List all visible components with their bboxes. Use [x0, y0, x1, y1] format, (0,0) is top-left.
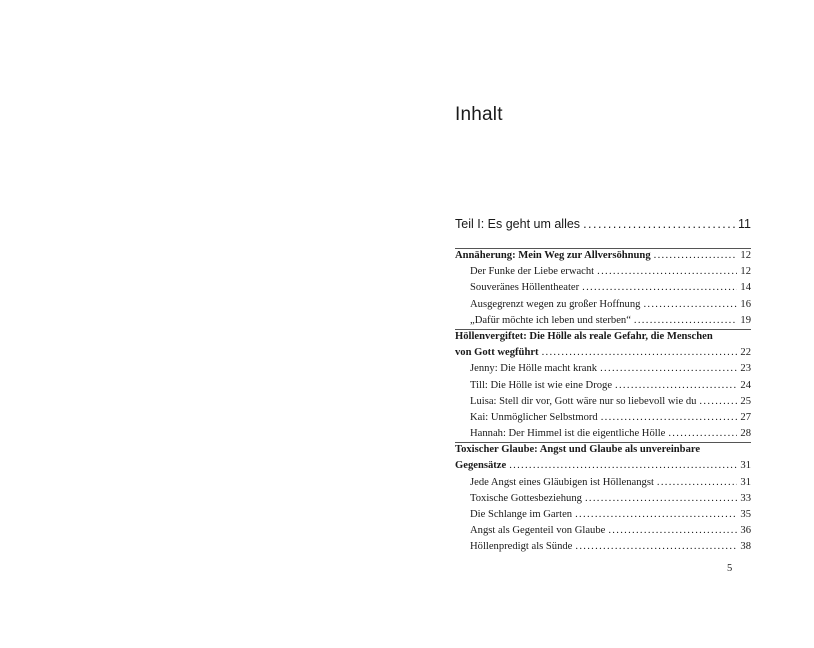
dot-leader — [668, 426, 737, 442]
toc-entry-title: Jede Angst eines Gläubigen ist Höllenangst — [470, 476, 654, 488]
toc-part-title: Teil I: Es geht um alles — [455, 217, 581, 231]
toc-chapter-entry-line[interactable] — [455, 345, 751, 361]
toc-entry-title: Jenny: Die Hölle macht krank — [470, 363, 598, 375]
dot-leader — [542, 345, 738, 361]
toc-entry-page: 27 — [740, 411, 751, 423]
toc-entry-page: 24 — [740, 379, 751, 391]
toc-entry-page: 12 — [740, 250, 751, 261]
toc-entry-title: Höllenvergiftet: Die Hölle als reale Gefahr, die Menschen — [455, 330, 713, 342]
toc-subsection-entry[interactable] — [455, 361, 751, 377]
toc-entry-title: Kai: Unmöglicher Selbstmord — [470, 411, 598, 423]
dot-leader — [654, 248, 738, 264]
toc-entry-title: Angst als Gegenteil von Glaube — [470, 525, 606, 537]
toc-entry-page: 28 — [740, 428, 751, 440]
dot-leader — [600, 361, 737, 377]
dot-leader — [601, 410, 738, 426]
toc-subsection-entry[interactable] — [455, 280, 751, 296]
toc-entry-page: 19 — [740, 314, 751, 326]
toc-entry-page: 38 — [740, 541, 751, 553]
toc-entry-title: Souveränes Höllentheater — [470, 282, 580, 294]
chapter-divider — [455, 442, 751, 443]
toc-part-page: 11 — [738, 217, 751, 231]
page-number: 5 — [727, 563, 733, 574]
dot-leader — [583, 217, 735, 231]
toc-entry-page: 14 — [740, 282, 751, 294]
toc-entry-title: Annäherung: Mein Weg zur Allversöhnung — [455, 250, 651, 261]
toc-entry-title: Ausgegrenzt wegen zu großer Hoffnung — [470, 298, 641, 310]
dot-leader — [657, 475, 738, 491]
toc-entry-page: 12 — [740, 266, 751, 278]
toc-entry-title: Höllenpredigt als Sünde — [470, 541, 573, 553]
toc-subsection-entry[interactable] — [455, 378, 751, 394]
toc-subsection-entry[interactable] — [455, 410, 751, 426]
toc-subsection-entry[interactable] — [455, 394, 751, 410]
toc-heading: Inhalt — [455, 104, 503, 125]
toc-entry-page: 25 — [740, 395, 751, 407]
toc-entry-title: von Gott wegführt — [455, 347, 539, 359]
toc-entry-title: Toxische Gottesbeziehung — [470, 492, 582, 504]
toc-entry-page: 31 — [740, 476, 751, 488]
toc-list — [455, 248, 751, 556]
dot-leader — [597, 264, 737, 280]
toc-entry-title: Toxischer Glaube: Angst und Glaube als unvereinbare — [455, 444, 701, 456]
toc-entry-title: „Dafür möchte ich leben und sterben“ — [470, 314, 631, 326]
toc-entry-page: 23 — [740, 363, 751, 375]
toc-subsection-entry[interactable] — [455, 523, 751, 539]
toc-chapter-entry[interactable] — [455, 248, 751, 264]
toc-entry-title: Der Funke der Liebe erwacht — [470, 266, 595, 278]
toc-subsection-entry[interactable] — [455, 491, 751, 507]
toc-subsection-entry[interactable] — [455, 507, 751, 523]
toc-chapter-entry-line[interactable] — [455, 329, 751, 345]
toc-chapter-entry-line[interactable] — [455, 458, 751, 474]
toc-subsection-entry[interactable] — [455, 264, 751, 280]
dot-leader — [582, 280, 737, 296]
toc-subsection-entry[interactable] — [455, 539, 751, 555]
dot-leader — [643, 297, 737, 313]
toc-entry-page: 33 — [740, 492, 751, 504]
toc-entry-page: 35 — [740, 509, 751, 520]
chapter-divider — [455, 329, 751, 330]
toc-entry-title: Die Schlange im Garten — [470, 509, 573, 520]
toc-entry-page: 36 — [740, 525, 751, 537]
toc-entry-page: 31 — [740, 460, 751, 472]
toc-subsection-entry[interactable] — [455, 426, 751, 442]
toc-subsection-entry[interactable] — [455, 475, 751, 491]
toc-subsection-entry[interactable] — [455, 297, 751, 313]
toc-entry-title: Gegensätze — [455, 460, 507, 472]
toc-entry-page: 22 — [740, 347, 751, 359]
toc-entry-title: Till: Die Hölle ist wie eine Droge — [470, 379, 613, 391]
toc-entry-title: Hannah: Der Himmel ist die eigentliche Hölle — [470, 428, 666, 440]
dot-leader — [634, 313, 738, 329]
dot-leader — [575, 507, 737, 523]
dot-leader — [585, 491, 737, 507]
toc-entry-page: 16 — [740, 298, 751, 310]
toc-subsection-entry[interactable] — [455, 313, 751, 329]
toc-part-entry[interactable] — [455, 217, 751, 231]
dot-leader — [699, 394, 737, 410]
toc-chapter-entry-line[interactable] — [455, 442, 751, 458]
dot-leader — [608, 523, 737, 539]
toc-entry-title: Luisa: Stell dir vor, Gott wäre nur so liebevoll wie du — [470, 395, 697, 407]
chapter-divider — [455, 248, 751, 249]
dot-leader — [509, 458, 737, 474]
dot-leader — [615, 378, 737, 394]
dot-leader — [575, 539, 737, 555]
